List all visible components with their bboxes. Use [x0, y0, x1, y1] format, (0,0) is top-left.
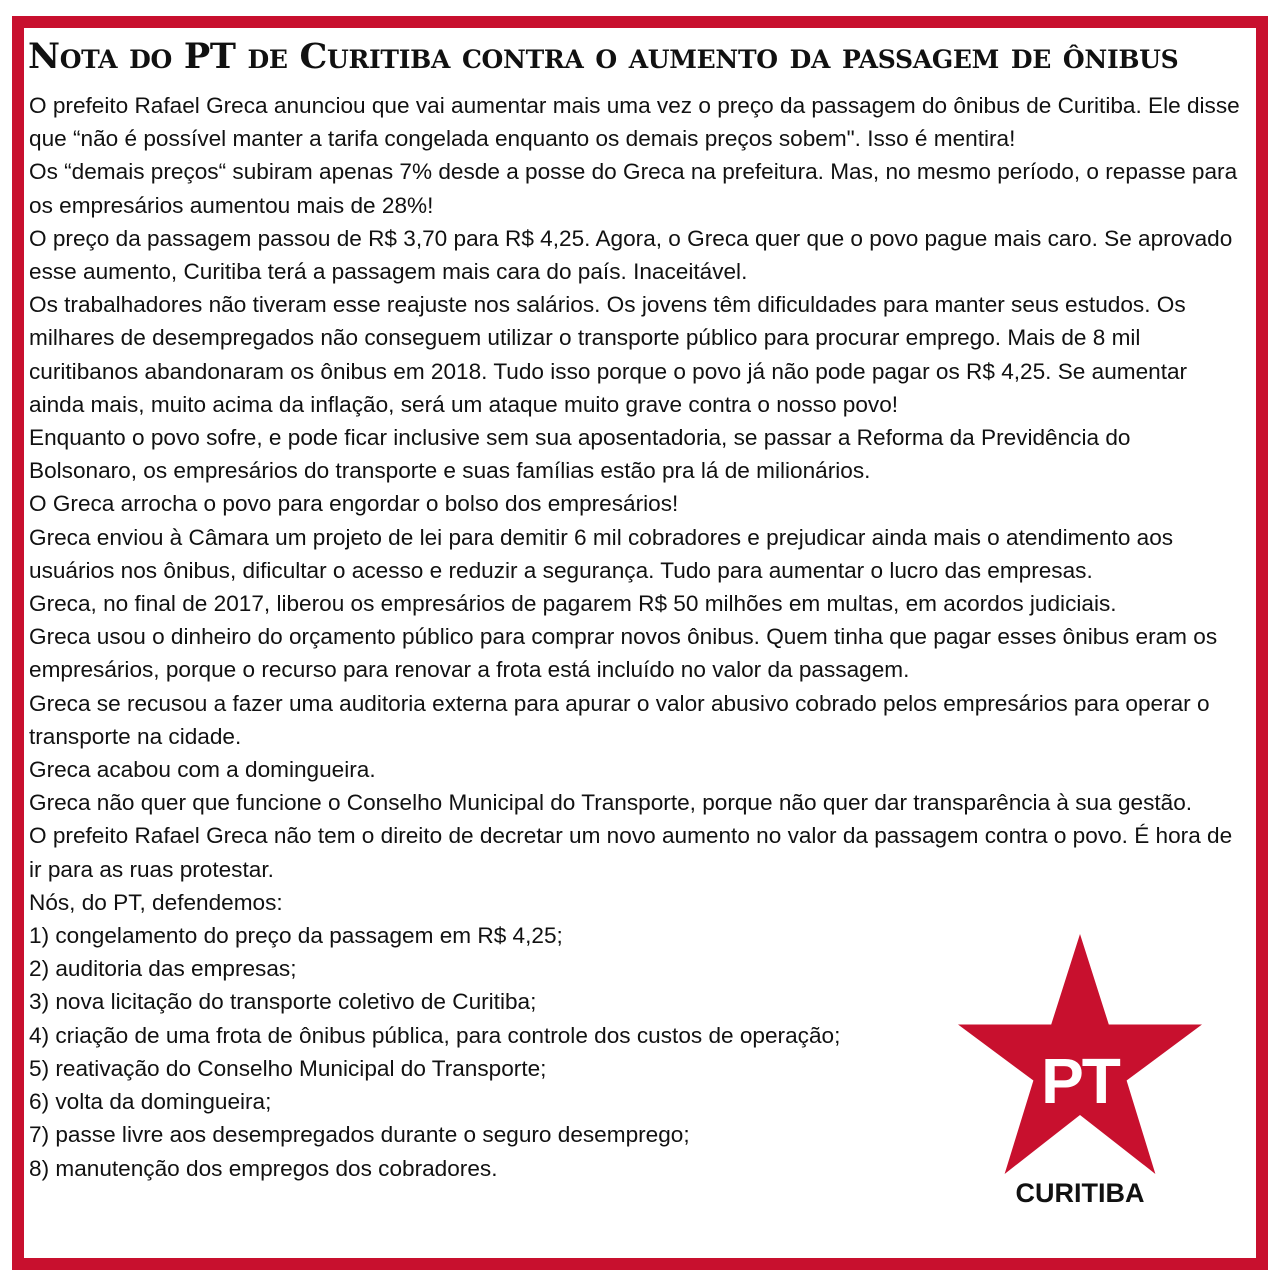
- paragraph: O prefeito Rafael Greca anunciou que vai aumentar mais uma vez o preço da passagem do ônibus de Curitiba. Ele disse que “não é possível manter a tarifa congelada enquanto os demais preços sobem". Isso é mentira!: [29, 93, 1240, 152]
- paragraph: Greca usou o dinheiro do orçamento público para comprar novos ônibus. Quem tinha que pagar esses ônibus eram os empresários, porque o recurso para renovar a frota está incluído no valor da passagem.: [29, 624, 1218, 683]
- paragraph: Greca se recusou a fazer uma auditoria externa para apurar o valor abusivo cobrado pelos empresários para operar o transporte na cidade.: [29, 690, 1210, 749]
- paragraph: O prefeito Rafael Greca não tem o direito de decretar um novo aumento no valor da passagem contra o povo. É hora de ir para as ruas protestar.: [29, 823, 1233, 882]
- paragraph: Greca acabou com a domingueira.: [29, 757, 376, 783]
- demand-item: 2) auditoria das empresas;: [29, 956, 297, 982]
- paragraph: Greca não quer que funcione o Conselho Municipal do Transporte, porque não quer dar transparência à sua gestão.: [29, 790, 1193, 816]
- paragraph: Os “demais preços“ subiram apenas 7% desde a posse do Greca na prefeitura. Mas, no mesmo período, o repasse para os empresários aumentou mais de 28%!: [29, 159, 1238, 218]
- demand-item: 6) volta da domingueira;: [29, 1089, 272, 1115]
- demand-item: 3) nova licitação do transporte coletivo de Curitiba;: [29, 989, 537, 1015]
- paragraph: Os trabalhadores não tiveram esse reajuste nos salários. Os jovens têm dificuldades para manter seus estudos. Os milhares de desempregados não conseguem utilizar o transporte público para procurar emprego. Mais de 8 mil curitibanos abandonaram os ônibus em 2018. Tudo isso porque o povo já não pode pagar os R$ 4,25. Se aumentar ainda mais, muito acima da inflação, será um ataque muito grave contra o nosso povo!: [29, 292, 1188, 417]
- demand-item: 5) reativação do Conselho Municipal do Transporte;: [29, 1055, 547, 1081]
- paragraph: Nós, do PT, defendemos:: [29, 889, 283, 915]
- paragraph: Greca enviou à Câmara um projeto de lei para demitir 6 mil cobradores e prejudicar ainda mais o atendimento aos usuários nos ônibus, dificultar o acesso e reduzir a segurança. Tudo para aumentar o lucro das empresas.: [29, 524, 1174, 583]
- paragraph: O preço da passagem passou de R$ 3,70 para R$ 4,25. Agora, o Greca quer que o povo pague mais caro. Se aprovado esse aumento, Curitiba terá a passagem mais cara do país. Inaceitável.: [29, 225, 1233, 285]
- paragraph: Greca, no final de 2017, liberou os empresários de pagarem R$ 50 milhões em multas, em acordos judiciais.: [29, 591, 1117, 617]
- paragraph: O Greca arrocha o povo para engordar o bolso dos empresários!: [29, 491, 679, 517]
- demand-item: 1) congelamento do preço da passagem em R$ 4,25;: [29, 923, 563, 949]
- demand-item: 8) manutenção dos empregos dos cobradores.: [29, 1155, 498, 1181]
- paragraph: Enquanto o povo sofre, e pode ficar inclusive sem sua aposentadoria, se passar a Reforma da Previdência do Bolsonaro, os empresários do transporte e suas famílias estão pra lá de milionários.: [29, 425, 1131, 484]
- document-title: Nota do PT de Curitiba contra o aumento da passagem de ônibus: [28, 36, 1179, 77]
- demand-item: 7) passe livre aos desempregados durante o seguro desemprego;: [29, 1122, 690, 1148]
- pt-curitiba-logo: [958, 934, 1202, 1214]
- logo-city: CURITIBA: [1015, 1178, 1145, 1208]
- demand-item: 4) criação de uma frota de ônibus pública, para controle dos custos de operação;: [29, 1022, 841, 1048]
- logo-letters: PT: [1041, 1045, 1119, 1117]
